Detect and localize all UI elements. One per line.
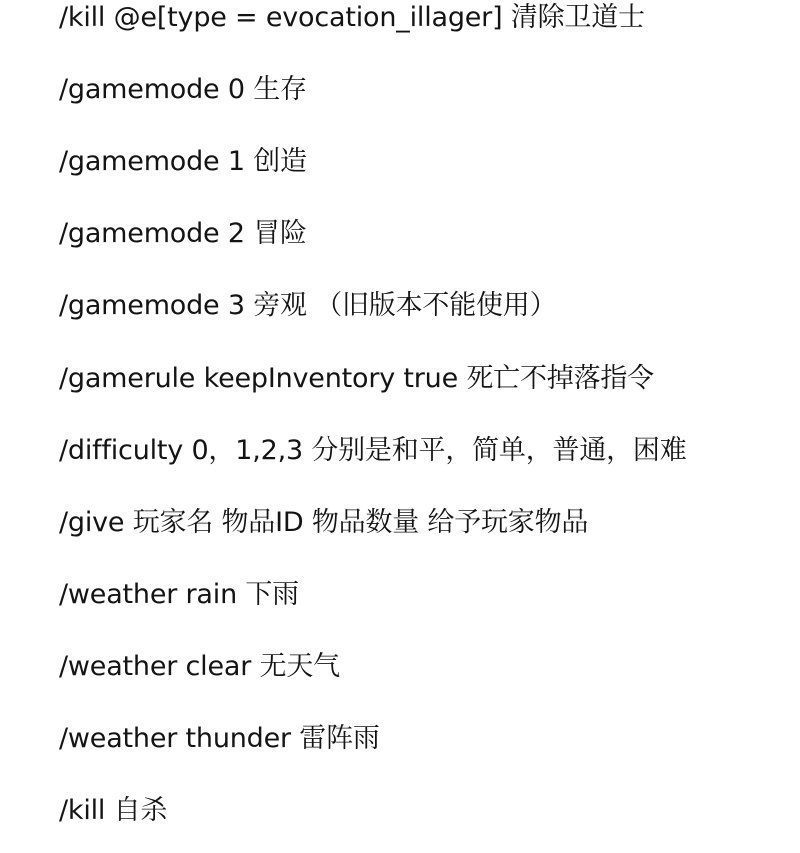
command-gamemode-spectator: /gamemode 3 旁观 （旧版本不能使用）: [59, 290, 557, 321]
command-weather-thunder: /weather thunder 雷阵雨: [59, 723, 380, 754]
command-weather-rain: /weather rain 下雨: [59, 579, 299, 610]
command-give: /give 玩家名 物品ID 物品数量 给予玩家物品: [59, 507, 589, 538]
command-kill-self: /kill 自杀: [59, 795, 168, 826]
command-kill-evoker: /kill @e[type = evocation_illager] 清除卫道士: [59, 2, 645, 33]
command-weather-clear: /weather clear 无天气: [59, 651, 340, 682]
command-difficulty: /difficulty 0，1,2,3 分别是和平，简单，普通，困难: [59, 435, 687, 466]
command-gamerule-keep-inventory: /gamerule keepInventory true 死亡不掉落指令: [59, 363, 654, 394]
command-gamemode-creative: /gamemode 1 创造: [59, 146, 307, 177]
command-gamemode-survival: /gamemode 0 生存: [59, 74, 307, 105]
command-gamemode-adventure: /gamemode 2 冒险: [59, 218, 307, 249]
